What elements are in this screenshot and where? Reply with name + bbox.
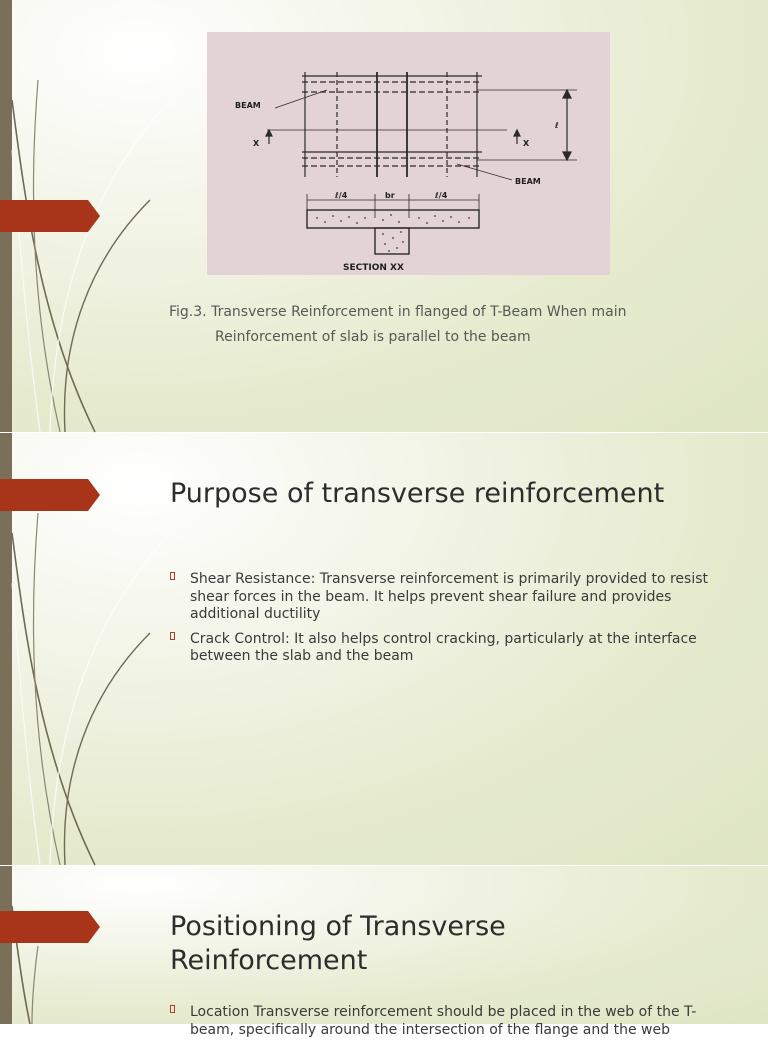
slide-tab-marker [0,200,100,232]
bullet-text: Location Transverse reinforcement should be placed in the web of the T-beam, specifically around the intersection of the flange and the web [190,1004,697,1038]
bullet-marker-icon [170,1005,175,1013]
dim-mid-label: br [385,191,395,200]
beam-label-top: BEAM [235,101,261,110]
slide-tab-marker [0,911,100,943]
t-beam-figure [207,32,610,275]
dim-vertical-label: ℓ [555,121,559,130]
slide-tab-marker [0,479,100,511]
bullet-marker-icon [170,632,175,640]
section-mark-left: X [253,139,260,148]
slide-title: Purpose of transverse reinforcement [170,478,665,509]
bullet-text: Shear Resistance: Transverse reinforcement is primarily provided to resist shear forces in the beam. It helps prevent shear failure and provides additional ductility [190,571,709,622]
list-item [170,571,720,624]
dim-left-label: ℓ/4 [335,191,348,200]
figure-caption-line-1: Fig.3. Transverse Reinforcement in flanged of T-Beam When main [169,304,627,320]
bullet-list [170,571,720,673]
slide-1 [0,0,768,432]
figure-caption-line-2: Reinforcement of slab is parallel to the beam [215,329,531,345]
list-item [170,631,720,666]
bullet-marker-icon [170,572,175,580]
bullet-list [170,1004,720,1046]
bullet-text: Crack Control: It also helps control cracking, particularly at the interface between the slab and the beam [190,630,697,664]
slide-title: Positioning of Transverse Reinforcement [170,911,506,976]
list-item [170,1004,720,1039]
beam-label-bottom: BEAM [515,177,541,186]
slide-3 [0,866,768,1038]
dim-right-label: ℓ/4 [435,191,448,200]
section-mark-right: X [523,139,530,148]
t-beam-diagram [207,32,610,275]
section-title-label: SECTION XX [343,263,404,273]
slide-2 [0,433,768,865]
